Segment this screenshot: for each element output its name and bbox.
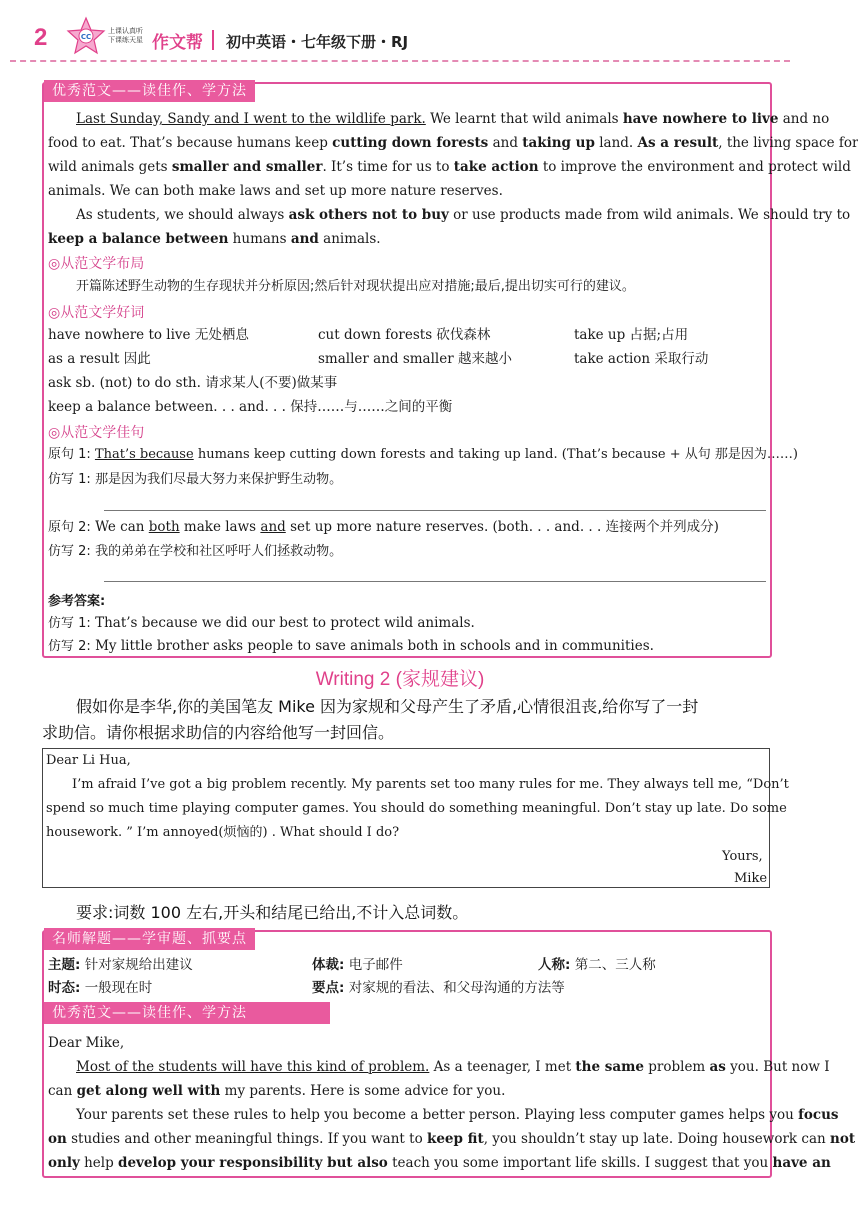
essay-line: wild animals gets smaller and smaller. It’s time for us to take action to improve the environment and protect wild bbox=[48, 159, 851, 175]
imitation-2: 仿写 2: 我的弟弟在学校和社区呼吁人们拯救动物。 bbox=[48, 544, 343, 559]
help-letter-box bbox=[42, 748, 770, 888]
phrase-item: take up 占据;占用 bbox=[574, 327, 689, 343]
section-tag-model-essay: 优秀范文——读佳作、学方法 bbox=[44, 80, 255, 102]
reply-line: only help develop your responsibility but also teach you some important life skills. I suggest that you have an bbox=[48, 1155, 831, 1171]
logo-text: CC bbox=[80, 33, 92, 41]
page-header bbox=[0, 0, 800, 62]
tense-row: 时态: 一般现在时 bbox=[48, 980, 153, 996]
letter-line: spend so much time playing computer games. You should do something meaningful. Don’t stay up late. Do some bbox=[46, 801, 787, 816]
phrase-item: keep a balance between. . . and. . . 保持……与……之间的平衡 bbox=[48, 399, 453, 415]
letter-signature: Mike bbox=[734, 871, 768, 886]
section-tag-analysis: 名师解题——学审题、抓要点 bbox=[44, 928, 255, 950]
phrase-item: as a result 因此 bbox=[48, 351, 151, 367]
answer-line bbox=[104, 510, 766, 511]
answer-line bbox=[104, 581, 766, 582]
mascot-logo-icon bbox=[66, 16, 106, 56]
reply-line: Most of the students will have this kind of problem. As a teenager, I met the same problem as you. But now I bbox=[76, 1059, 830, 1075]
phrase-item: have nowhere to live 无处栖息 bbox=[48, 327, 249, 343]
points-row: 要点: 对家规的看法、和父母沟通的方法等 bbox=[312, 980, 565, 996]
essay-line: keep a balance between humans and animals. bbox=[48, 231, 381, 247]
layout-text: 开篇陈述野生动物的生存现状并分析原因;然后针对现状提出应对措施;最后,提出切实可行的建议。 bbox=[76, 279, 635, 294]
sentences-heading: ◎从范文学佳句 bbox=[48, 425, 145, 441]
letter-closing: Yours, bbox=[722, 849, 763, 864]
section-tag-model-essay-2: 优秀范文——读佳作、学方法 bbox=[44, 1002, 330, 1024]
reply-line: on studies and other meaningful things. If you want to keep fit, you shouldn’t stay up late. Doing housework can not bbox=[48, 1131, 856, 1147]
essay-line: As students, we should always ask others not to buy or use products made from wild animals. We should try to bbox=[76, 207, 851, 223]
phrase-item: cut down forests 砍伐森林 bbox=[318, 327, 491, 343]
header-dashed-line bbox=[10, 60, 790, 62]
page-number: 2 bbox=[34, 24, 48, 51]
answer-2: 仿写 2: My little brother asks people to save animals both in schools and in communities. bbox=[48, 638, 654, 654]
original-sentence-1: 原句 1: That’s because humans keep cutting down forests and taking up land. (That’s because + 从句 那是因为……) bbox=[48, 447, 798, 462]
letter-greeting: Dear Li Hua, bbox=[46, 753, 131, 768]
original-sentence-2: 原句 2: We can both make laws and set up more nature reserves. (both. . . and. . . 连接两个并列成分) bbox=[48, 519, 719, 535]
essay-line: Last Sunday, Sandy and I went to the wildlife park. We learnt that wild animals have nowhere to live and no bbox=[76, 111, 830, 127]
prompt-line: 求助信。请你根据求助信的内容给他写一封回信。 bbox=[42, 723, 395, 742]
reply-line: Your parents set these rules to help you become a better person. Playing less computer games helps you focus bbox=[76, 1107, 839, 1123]
essay-line: food to eat. That’s because humans keep cutting down forests and taking up land. As a result, the living space for bbox=[48, 135, 858, 151]
requirement: 要求:词数 100 左右,开头和结尾已给出,不计入总词数。 bbox=[76, 903, 469, 922]
layout-heading: ◎从范文学布局 bbox=[48, 256, 145, 272]
reply-line: can get along well with my parents. Here is some advice for you. bbox=[48, 1083, 506, 1099]
letter-line: housework. ” I’m annoyed(烦恼的) . What should I do? bbox=[46, 825, 400, 840]
essay-line: animals. We can both make laws and set up more nature reserves. bbox=[48, 183, 503, 199]
phrase-item: smaller and smaller 越来越小 bbox=[318, 351, 512, 367]
phrase-item: ask sb. (not) to do sth. 请求某人(不要)做某事 bbox=[48, 375, 338, 391]
genre-row: 体裁: 电子邮件 bbox=[312, 957, 403, 973]
phrase-item: take action 采取行动 bbox=[574, 351, 709, 367]
book-title: 初中英语・七年级下册・RJ bbox=[226, 33, 409, 51]
prompt-line: 假如你是李华,你的美国笔友 Mike 因为家规和父母产生了矛盾,心情很沮丧,给你写了一封 bbox=[76, 697, 699, 716]
answers-heading: 参考答案: bbox=[48, 594, 106, 609]
reply-greeting: Dear Mike, bbox=[48, 1035, 125, 1051]
slogan: 上课认真听 下课练天星 bbox=[108, 27, 143, 44]
topic-row: 主题: 针对家规给出建议 bbox=[48, 957, 193, 973]
writing-2-title: Writing 2 (家规建议) bbox=[315, 669, 485, 690]
imitation-1: 仿写 1: 那是因为我们尽最大努力来保护野生动物。 bbox=[48, 472, 343, 487]
letter-line: I’m afraid I’ve got a big problem recently. My parents set too many rules for me. They always tell me, “Don’t bbox=[72, 777, 789, 792]
brand-name: 作文帮 bbox=[152, 33, 203, 53]
answer-1: 仿写 1: That’s because we did our best to protect wild animals. bbox=[48, 615, 475, 631]
phrases-heading: ◎从范文学好词 bbox=[48, 305, 145, 321]
person-row: 人称: 第二、三人称 bbox=[538, 957, 656, 973]
header-divider bbox=[212, 30, 214, 50]
